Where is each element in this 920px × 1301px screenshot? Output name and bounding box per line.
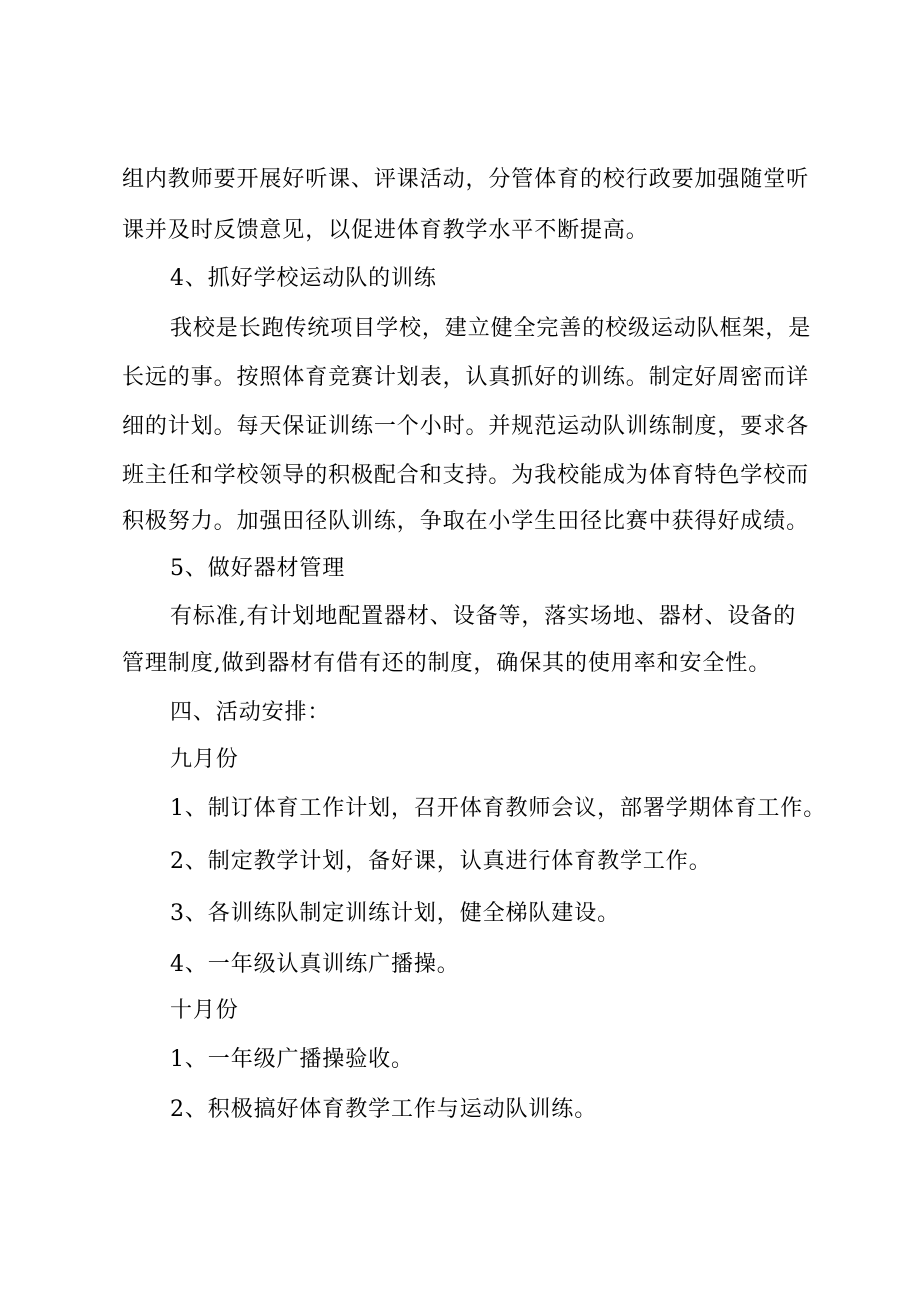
section-heading: 4、抓好学校运动队的训练	[170, 266, 437, 291]
paragraph-line: 有标准,有计划地配置器材、设备等，落实场地、器材、设备的	[170, 604, 797, 629]
list-item: 2、积极搞好体育教学工作与运动队训练。	[170, 1097, 598, 1122]
month-heading: 九月份	[170, 747, 239, 772]
section-heading: 四、活动安排：	[170, 700, 331, 725]
section-heading: 5、做好器材管理	[170, 556, 346, 581]
list-item: 2、制定教学计划，备好课，认真进行体育教学工作。	[170, 849, 712, 874]
paragraph-line: 积极努力。加强田径队训练，争取在小学生田径比赛中获得好成绩。	[122, 509, 810, 534]
paragraph-line: 组内教师要开展好听课、评课活动，分管体育的校行政要加强随堂听	[122, 167, 810, 192]
paragraph-line: 课并及时反馈意见，以促进体育教学水平不断提高。	[122, 218, 649, 243]
list-item: 1、一年级广播操验收。	[170, 1047, 414, 1072]
list-item: 4、一年级认真训练广播操。	[170, 952, 460, 977]
list-item: 1、制订体育工作计划，召开体育教师会议，部署学期体育工作。	[170, 796, 827, 821]
paragraph-line: 管理制度,做到器材有借有还的制度，确保其的使用率和安全性。	[122, 651, 772, 676]
paragraph-line: 细的计划。每天保证训练一个小时。并规范运动队训练制度，要求各	[122, 414, 810, 439]
paragraph-line: 我校是长跑传统项目学校，建立健全完善的校级运动队框架，是	[170, 316, 812, 341]
paragraph-line: 班主任和学校领导的积极配合和支持。为我校能成为体育特色学校而	[122, 463, 810, 488]
month-heading: 十月份	[170, 998, 239, 1023]
list-item: 3、各训练队制定训练计划，健全梯队建设。	[170, 901, 620, 926]
paragraph-line: 长远的事。按照体育竞赛计划表，认真抓好的训练。制定好周密而详	[122, 365, 810, 390]
